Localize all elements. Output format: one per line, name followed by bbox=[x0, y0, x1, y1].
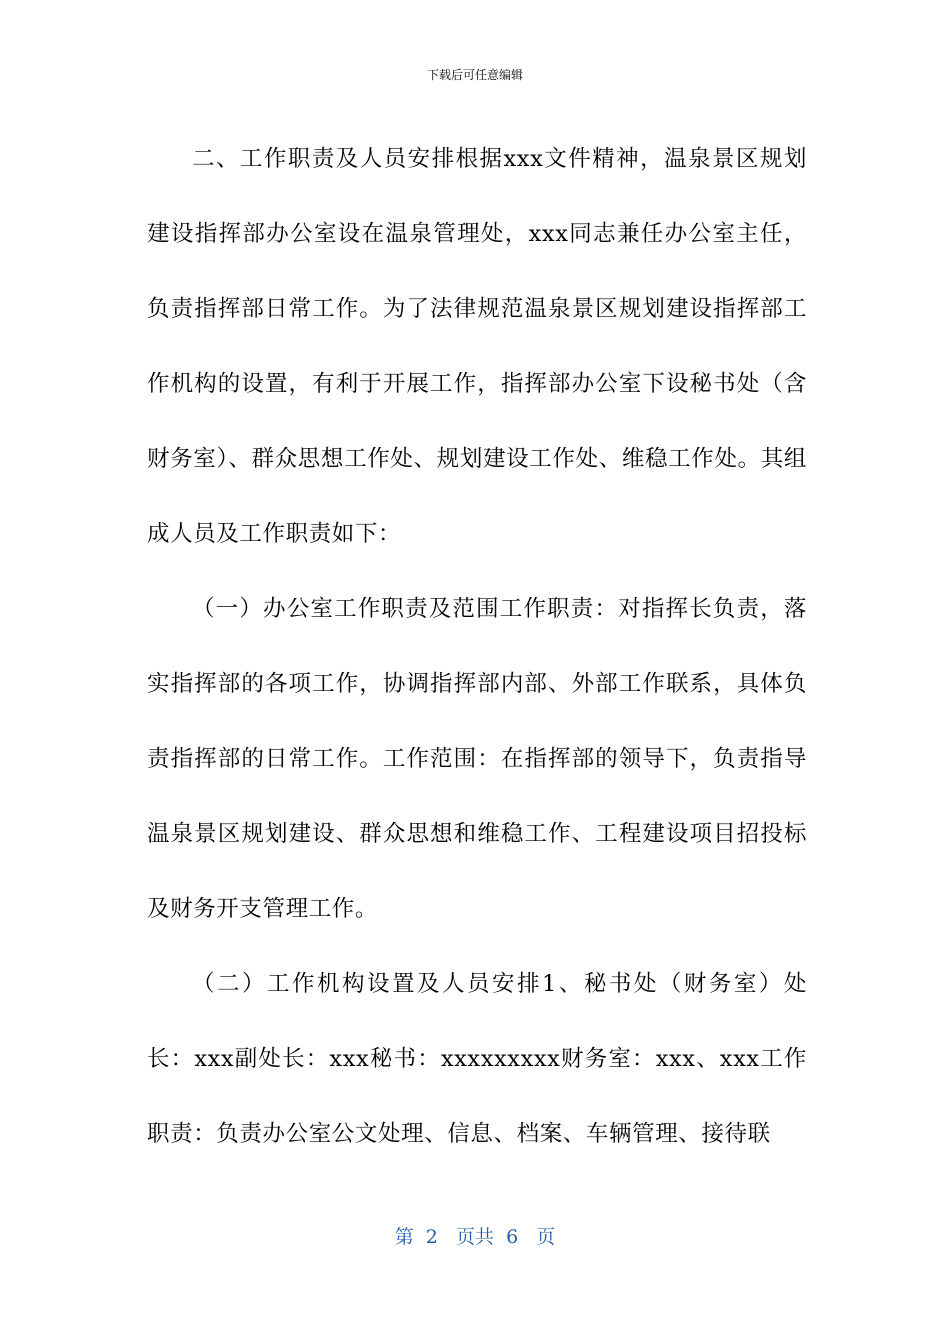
paragraph-organization-setup: （二）工作机构设置及人员安排1、秘书处（财务室）处长：xxx副处长：xxx秘书：xxxxxxxxx财务室：xxx、xxx工作职责：负责办公室公文处理、信息、档案、车辆管理、接待联 bbox=[147, 971, 807, 1147]
header-note: 下载后可任意编辑 bbox=[426, 68, 523, 82]
page-footer bbox=[0, 1222, 950, 1249]
paragraph-responsibilities-intro: 二、工作职责及人员安排根据xxx文件精神，温泉景区规划建设指挥部办公室设在温泉管理处，xxx同志兼任办公室主任，负责指挥部日常工作。为了法律规范温泉景区规划建设指挥部工作机构的设置，有利于开展工作，指挥部办公室下设秘书处（含财务室）、群众思想工作处、规划建设工作处、维稳工作处。其组成人员及工作职责如下： bbox=[147, 146, 807, 547]
document-body bbox=[147, 122, 807, 1172]
paragraph-office-duties: （一）办公室工作职责及范围工作职责：对指挥长负责，落实指挥部的各项工作，协调指挥部内部、外部工作联系，具体负责指挥部的日常工作。工作范围：在指挥部的领导下，负责指导温泉景区规划建设、群众思想和维稳工作、工程建设项目招投标及财务开支管理工作。 bbox=[147, 596, 807, 922]
page-indicator: 第 2 页共 6 页 bbox=[394, 1226, 556, 1248]
